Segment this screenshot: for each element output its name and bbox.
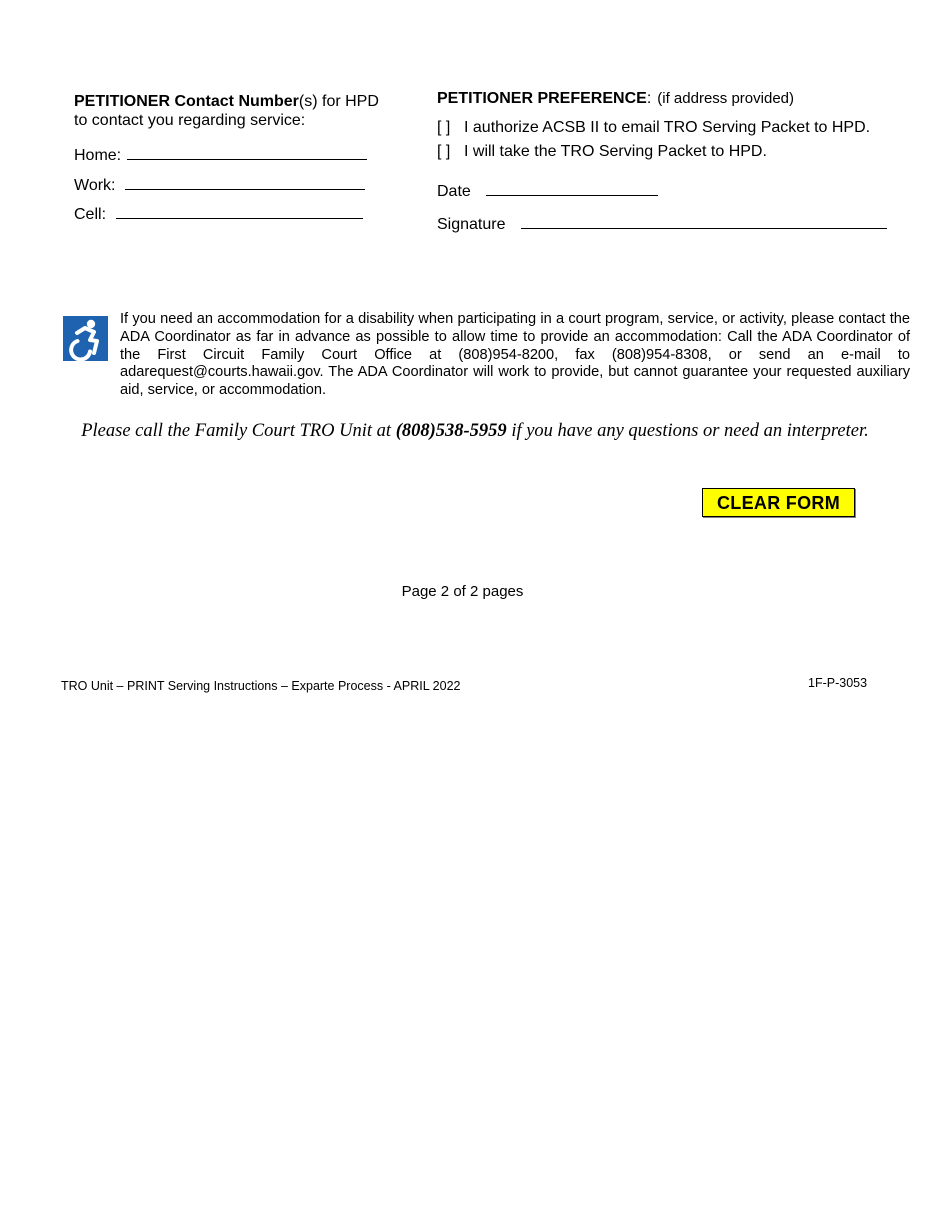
accessibility-icon bbox=[63, 316, 108, 361]
work-phone-field[interactable] bbox=[125, 175, 365, 190]
home-phone-row bbox=[74, 145, 367, 165]
home-phone-field[interactable] bbox=[127, 145, 367, 160]
email-packet-option[interactable] bbox=[437, 119, 870, 137]
home-phone-label: Home: bbox=[74, 147, 122, 164]
take-packet-option-label: I will take the TRO Serving Packet to HPD. bbox=[464, 143, 767, 160]
work-phone-row bbox=[74, 175, 365, 195]
clear-form-button[interactable]: CLEAR FORM bbox=[702, 488, 855, 517]
take-packet-option[interactable] bbox=[437, 143, 767, 161]
footer-document-title: TRO Unit – PRINT Serving Instructions – Exparte Process - APRIL 2022 bbox=[61, 679, 461, 693]
cell-phone-field[interactable] bbox=[116, 204, 363, 219]
signature-label: Signature bbox=[437, 216, 506, 233]
date-field[interactable] bbox=[486, 181, 658, 196]
ada-notice-text: If you need an accommodation for a disability when participating in a court program, service, or activity, please contact the ADA Coordinator as far in advance as possible to allow time to provide an accommodation: Call the ADA Coordinator of the First Circuit Family Court Office at (808)954-8200, fax (808)954-8308, or send an e-mail to adarequest@courts.hawaii.gov. The ADA Coordinator will work to provide, but cannot guarantee your requested auxiliary aid, service, or accommodation. bbox=[120, 311, 910, 399]
accessibility-icon-graphic bbox=[63, 316, 108, 361]
signature-field[interactable] bbox=[521, 214, 887, 229]
take-packet-checkbox[interactable]: [ ] bbox=[437, 143, 451, 160]
petitioner-contact-heading: PETITIONER Contact Number(s) for HPD to contact you regarding service: bbox=[74, 93, 379, 129]
signature-row bbox=[437, 214, 887, 234]
date-label: Date bbox=[437, 183, 471, 200]
date-row bbox=[437, 181, 658, 201]
email-packet-option-label: I authorize ACSB II to email TRO Serving Packet to HPD. bbox=[464, 119, 871, 136]
cell-phone-row bbox=[74, 204, 363, 224]
work-phone-label: Work: bbox=[74, 177, 116, 194]
call-instructions: Please call the Family Court TRO Unit at (808)538-5959 if you have any questions or need an interpreter. bbox=[81, 421, 869, 441]
petitioner-preference-heading: PETITIONER PREFERENCE: (if address provided) bbox=[437, 90, 794, 107]
cell-phone-label: Cell: bbox=[74, 206, 107, 223]
page-indicator: Page 2 of 2 pages bbox=[401, 583, 524, 600]
email-packet-checkbox[interactable]: [ ] bbox=[437, 119, 451, 136]
tro-unit-phone: (808)538-5959 bbox=[395, 421, 507, 441]
footer-form-number: 1F-P-3053 bbox=[808, 676, 868, 690]
